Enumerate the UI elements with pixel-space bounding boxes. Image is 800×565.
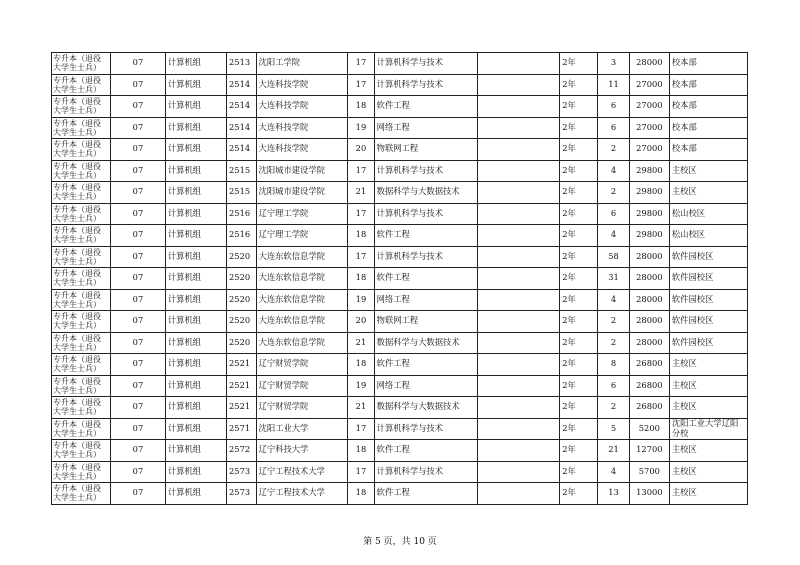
remark-cell: [477, 354, 559, 376]
campus-cell: 校本部: [669, 96, 747, 118]
duration-cell: 2年: [560, 160, 598, 182]
group-name-cell: 计算机组: [165, 418, 226, 440]
school-code-cell: 2516: [227, 203, 257, 225]
group-name-cell: 计算机组: [165, 440, 226, 462]
tuition-cell: 28000: [629, 53, 669, 75]
school-code-cell: 2515: [227, 182, 257, 204]
major-code-cell: 17: [348, 160, 374, 182]
school-name-cell: 大连东软信息学院: [256, 246, 348, 268]
school-code-cell: 2520: [227, 332, 257, 354]
school-name-cell: 辽宁财贸学院: [256, 354, 348, 376]
remark-cell: [477, 311, 559, 333]
program-type-cell: 专升本（退役大学生士兵）: [52, 268, 111, 290]
program-type-cell: 专升本（退役大学生士兵）: [52, 53, 111, 75]
group-name-cell: 计算机组: [165, 53, 226, 75]
group-name-cell: 计算机组: [165, 375, 226, 397]
school-name-cell: 大连科技学院: [256, 96, 348, 118]
school-name-cell: 辽宁理工学院: [256, 203, 348, 225]
tuition-cell: 26800: [629, 354, 669, 376]
major-code-cell: 18: [348, 440, 374, 462]
tuition-cell: 29800: [629, 182, 669, 204]
table-row: [52, 139, 748, 161]
quota-cell: 2: [598, 332, 630, 354]
remark-cell: [477, 246, 559, 268]
major-code-cell: 19: [348, 117, 374, 139]
school-code-cell: 2514: [227, 74, 257, 96]
duration-cell: 2年: [560, 74, 598, 96]
major-code-cell: 18: [348, 268, 374, 290]
remark-cell: [477, 375, 559, 397]
campus-cell: 主校区: [669, 461, 747, 483]
program-type-cell: 专升本（退役大学生士兵）: [52, 117, 111, 139]
group-name-cell: 计算机组: [165, 332, 226, 354]
major-code-cell: 21: [348, 397, 374, 419]
quota-cell: 6: [598, 96, 630, 118]
major-code-cell: 19: [348, 289, 374, 311]
group-name-cell: 计算机组: [165, 117, 226, 139]
program-type-cell: 专升本（退役大学生士兵）: [52, 418, 111, 440]
campus-cell: 软件园校区: [669, 268, 747, 290]
quota-cell: 2: [598, 139, 630, 161]
major-name-cell: 物联网工程: [374, 311, 477, 333]
remark-cell: [477, 332, 559, 354]
group-name-cell: 计算机组: [165, 483, 226, 505]
remark-cell: [477, 203, 559, 225]
school-code-cell: 2521: [227, 375, 257, 397]
tuition-cell: 29800: [629, 160, 669, 182]
tuition-cell: 28000: [629, 332, 669, 354]
program-type-cell: 专升本（退役大学生士兵）: [52, 160, 111, 182]
duration-cell: 2年: [560, 375, 598, 397]
school-code-cell: 2521: [227, 354, 257, 376]
school-code-cell: 2520: [227, 246, 257, 268]
school-name-cell: 大连东软信息学院: [256, 268, 348, 290]
remark-cell: [477, 440, 559, 462]
group-name-cell: 计算机组: [165, 397, 226, 419]
duration-cell: 2年: [560, 139, 598, 161]
group-code-cell: 07: [111, 117, 166, 139]
program-type-cell: 专升本（退役大学生士兵）: [52, 203, 111, 225]
group-name-cell: 计算机组: [165, 74, 226, 96]
quota-cell: 5: [598, 418, 630, 440]
program-type-cell: 专升本（退役大学生士兵）: [52, 461, 111, 483]
table-body: [52, 53, 748, 505]
group-code-cell: 07: [111, 440, 166, 462]
school-name-cell: 沈阳城市建设学院: [256, 182, 348, 204]
duration-cell: 2年: [560, 418, 598, 440]
school-name-cell: 大连东软信息学院: [256, 311, 348, 333]
campus-cell: 校本部: [669, 139, 747, 161]
duration-cell: 2年: [560, 203, 598, 225]
duration-cell: 2年: [560, 225, 598, 247]
school-code-cell: 2514: [227, 139, 257, 161]
school-code-cell: 2516: [227, 225, 257, 247]
table-row: [52, 182, 748, 204]
major-code-cell: 20: [348, 311, 374, 333]
major-name-cell: 网络工程: [374, 375, 477, 397]
page-number: 第 5 页，共 10 页: [363, 537, 437, 547]
quota-cell: 6: [598, 375, 630, 397]
major-name-cell: 网络工程: [374, 289, 477, 311]
group-name-cell: 计算机组: [165, 139, 226, 161]
school-code-cell: 2572: [227, 440, 257, 462]
table-row: [52, 354, 748, 376]
school-name-cell: 大连东软信息学院: [256, 332, 348, 354]
tuition-cell: 27000: [629, 74, 669, 96]
school-name-cell: 大连科技学院: [256, 139, 348, 161]
group-code-cell: 07: [111, 397, 166, 419]
quota-cell: 4: [598, 461, 630, 483]
tuition-cell: 28000: [629, 246, 669, 268]
school-name-cell: 沈阳工业大学: [256, 418, 348, 440]
campus-cell: 校本部: [669, 53, 747, 75]
quota-cell: 8: [598, 354, 630, 376]
campus-cell: 主校区: [669, 182, 747, 204]
school-code-cell: 2521: [227, 397, 257, 419]
major-name-cell: 数据科学与大数据技术: [374, 182, 477, 204]
quota-cell: 6: [598, 203, 630, 225]
table-row: [52, 53, 748, 75]
school-code-cell: 2514: [227, 117, 257, 139]
school-code-cell: 2571: [227, 418, 257, 440]
table-row: [52, 483, 748, 505]
table-row: [52, 246, 748, 268]
quota-cell: 4: [598, 225, 630, 247]
group-name-cell: 计算机组: [165, 311, 226, 333]
major-name-cell: 软件工程: [374, 225, 477, 247]
remark-cell: [477, 139, 559, 161]
tuition-cell: 26800: [629, 375, 669, 397]
table-row: [52, 160, 748, 182]
major-name-cell: 数据科学与大数据技术: [374, 332, 477, 354]
table-row: [52, 418, 748, 440]
tuition-cell: 28000: [629, 289, 669, 311]
table-row: [52, 440, 748, 462]
table-row: [52, 117, 748, 139]
remark-cell: [477, 117, 559, 139]
remark-cell: [477, 53, 559, 75]
group-code-cell: 07: [111, 268, 166, 290]
remark-cell: [477, 289, 559, 311]
enrollment-table-container: [51, 52, 748, 505]
major-name-cell: 计算机科学与技术: [374, 461, 477, 483]
remark-cell: [477, 418, 559, 440]
table-row: [52, 311, 748, 333]
group-name-cell: 计算机组: [165, 289, 226, 311]
major-name-cell: 计算机科学与技术: [374, 246, 477, 268]
program-type-cell: 专升本（退役大学生士兵）: [52, 354, 111, 376]
campus-cell: 松山校区: [669, 203, 747, 225]
quota-cell: 31: [598, 268, 630, 290]
page-footer: [0, 534, 800, 547]
duration-cell: 2年: [560, 461, 598, 483]
school-code-cell: 2520: [227, 311, 257, 333]
group-name-cell: 计算机组: [165, 268, 226, 290]
major-code-cell: 21: [348, 332, 374, 354]
group-code-cell: 07: [111, 53, 166, 75]
duration-cell: 2年: [560, 117, 598, 139]
campus-cell: 校本部: [669, 117, 747, 139]
program-type-cell: 专升本（退役大学生士兵）: [52, 74, 111, 96]
campus-cell: 软件园校区: [669, 289, 747, 311]
major-code-cell: 19: [348, 375, 374, 397]
table-row: [52, 461, 748, 483]
duration-cell: 2年: [560, 96, 598, 118]
school-name-cell: 大连东软信息学院: [256, 289, 348, 311]
school-name-cell: 辽宁财贸学院: [256, 375, 348, 397]
group-code-cell: 07: [111, 332, 166, 354]
remark-cell: [477, 182, 559, 204]
major-name-cell: 网络工程: [374, 117, 477, 139]
campus-cell: 主校区: [669, 160, 747, 182]
tuition-cell: 27000: [629, 117, 669, 139]
campus-cell: 主校区: [669, 483, 747, 505]
major-name-cell: 计算机科学与技术: [374, 74, 477, 96]
group-code-cell: 07: [111, 246, 166, 268]
table-row: [52, 397, 748, 419]
major-code-cell: 18: [348, 225, 374, 247]
major-name-cell: 计算机科学与技术: [374, 160, 477, 182]
table-row: [52, 96, 748, 118]
table-row: [52, 375, 748, 397]
group-code-cell: 07: [111, 461, 166, 483]
tuition-cell: 12700: [629, 440, 669, 462]
group-code-cell: 07: [111, 418, 166, 440]
program-type-cell: 专升本（退役大学生士兵）: [52, 397, 111, 419]
group-code-cell: 07: [111, 375, 166, 397]
tuition-cell: 28000: [629, 311, 669, 333]
major-name-cell: 软件工程: [374, 354, 477, 376]
campus-cell: 主校区: [669, 397, 747, 419]
duration-cell: 2年: [560, 354, 598, 376]
group-code-cell: 07: [111, 311, 166, 333]
campus-cell: 主校区: [669, 375, 747, 397]
group-name-cell: 计算机组: [165, 246, 226, 268]
group-name-cell: 计算机组: [165, 203, 226, 225]
duration-cell: 2年: [560, 289, 598, 311]
quota-cell: 4: [598, 289, 630, 311]
group-name-cell: 计算机组: [165, 225, 226, 247]
duration-cell: 2年: [560, 483, 598, 505]
group-name-cell: 计算机组: [165, 461, 226, 483]
tuition-cell: 29800: [629, 203, 669, 225]
group-code-cell: 07: [111, 203, 166, 225]
duration-cell: 2年: [560, 268, 598, 290]
campus-cell: 主校区: [669, 440, 747, 462]
table-row: [52, 74, 748, 96]
program-type-cell: 专升本（退役大学生士兵）: [52, 440, 111, 462]
remark-cell: [477, 397, 559, 419]
enrollment-table: [51, 52, 748, 505]
campus-cell: 松山校区: [669, 225, 747, 247]
program-type-cell: 专升本（退役大学生士兵）: [52, 332, 111, 354]
major-code-cell: 17: [348, 418, 374, 440]
major-code-cell: 17: [348, 246, 374, 268]
major-name-cell: 数据科学与大数据技术: [374, 397, 477, 419]
school-name-cell: 大连科技学院: [256, 74, 348, 96]
campus-cell: 主校区: [669, 354, 747, 376]
school-name-cell: 沈阳工学院: [256, 53, 348, 75]
program-type-cell: 专升本（退役大学生士兵）: [52, 96, 111, 118]
group-code-cell: 07: [111, 160, 166, 182]
major-name-cell: 计算机科学与技术: [374, 53, 477, 75]
duration-cell: 2年: [560, 53, 598, 75]
duration-cell: 2年: [560, 311, 598, 333]
program-type-cell: 专升本（退役大学生士兵）: [52, 246, 111, 268]
school-code-cell: 2520: [227, 289, 257, 311]
table-row: [52, 203, 748, 225]
group-code-cell: 07: [111, 289, 166, 311]
group-name-cell: 计算机组: [165, 354, 226, 376]
duration-cell: 2年: [560, 182, 598, 204]
school-name-cell: 辽宁工程技术大学: [256, 483, 348, 505]
group-code-cell: 07: [111, 74, 166, 96]
remark-cell: [477, 461, 559, 483]
major-code-cell: 21: [348, 182, 374, 204]
school-code-cell: 2520: [227, 268, 257, 290]
duration-cell: 2年: [560, 332, 598, 354]
quota-cell: 58: [598, 246, 630, 268]
remark-cell: [477, 160, 559, 182]
quota-cell: 3: [598, 53, 630, 75]
program-type-cell: 专升本（退役大学生士兵）: [52, 182, 111, 204]
quota-cell: 11: [598, 74, 630, 96]
school-code-cell: 2573: [227, 483, 257, 505]
school-name-cell: 辽宁财贸学院: [256, 397, 348, 419]
table-row: [52, 289, 748, 311]
major-name-cell: 计算机科学与技术: [374, 203, 477, 225]
tuition-cell: 27000: [629, 139, 669, 161]
major-code-cell: 18: [348, 96, 374, 118]
campus-cell: 软件园校区: [669, 311, 747, 333]
major-code-cell: 17: [348, 53, 374, 75]
major-name-cell: 软件工程: [374, 440, 477, 462]
duration-cell: 2年: [560, 397, 598, 419]
school-name-cell: 辽宁科技大学: [256, 440, 348, 462]
major-code-cell: 17: [348, 203, 374, 225]
tuition-cell: 28000: [629, 268, 669, 290]
school-name-cell: 辽宁理工学院: [256, 225, 348, 247]
group-code-cell: 07: [111, 182, 166, 204]
group-code-cell: 07: [111, 483, 166, 505]
program-type-cell: 专升本（退役大学生士兵）: [52, 375, 111, 397]
major-name-cell: 软件工程: [374, 268, 477, 290]
quota-cell: 13: [598, 483, 630, 505]
school-name-cell: 辽宁工程技术大学: [256, 461, 348, 483]
campus-cell: 校本部: [669, 74, 747, 96]
remark-cell: [477, 96, 559, 118]
group-name-cell: 计算机组: [165, 160, 226, 182]
school-code-cell: 2515: [227, 160, 257, 182]
major-code-cell: 17: [348, 74, 374, 96]
quota-cell: 21: [598, 440, 630, 462]
program-type-cell: 专升本（退役大学生士兵）: [52, 483, 111, 505]
school-name-cell: 沈阳城市建设学院: [256, 160, 348, 182]
major-name-cell: 物联网工程: [374, 139, 477, 161]
tuition-cell: 29800: [629, 225, 669, 247]
program-type-cell: 专升本（退役大学生士兵）: [52, 311, 111, 333]
table-row: [52, 268, 748, 290]
campus-cell: 软件园校区: [669, 246, 747, 268]
quota-cell: 4: [598, 160, 630, 182]
school-code-cell: 2513: [227, 53, 257, 75]
tuition-cell: 5700: [629, 461, 669, 483]
remark-cell: [477, 483, 559, 505]
group-code-cell: 07: [111, 225, 166, 247]
remark-cell: [477, 268, 559, 290]
group-code-cell: 07: [111, 139, 166, 161]
school-name-cell: 大连科技学院: [256, 117, 348, 139]
group-code-cell: 07: [111, 96, 166, 118]
tuition-cell: 13000: [629, 483, 669, 505]
quota-cell: 2: [598, 311, 630, 333]
school-code-cell: 2573: [227, 461, 257, 483]
quota-cell: 6: [598, 117, 630, 139]
group-name-cell: 计算机组: [165, 96, 226, 118]
major-name-cell: 计算机科学与技术: [374, 418, 477, 440]
quota-cell: 2: [598, 182, 630, 204]
tuition-cell: 5200: [629, 418, 669, 440]
remark-cell: [477, 74, 559, 96]
campus-cell: 软件园校区: [669, 332, 747, 354]
duration-cell: 2年: [560, 246, 598, 268]
table-row: [52, 225, 748, 247]
duration-cell: 2年: [560, 440, 598, 462]
school-code-cell: 2514: [227, 96, 257, 118]
program-type-cell: 专升本（退役大学生士兵）: [52, 225, 111, 247]
major-code-cell: 20: [348, 139, 374, 161]
major-name-cell: 软件工程: [374, 96, 477, 118]
table-row: [52, 332, 748, 354]
program-type-cell: 专升本（退役大学生士兵）: [52, 289, 111, 311]
quota-cell: 2: [598, 397, 630, 419]
major-code-cell: 18: [348, 483, 374, 505]
major-code-cell: 17: [348, 461, 374, 483]
program-type-cell: 专升本（退役大学生士兵）: [52, 139, 111, 161]
group-name-cell: 计算机组: [165, 182, 226, 204]
campus-cell: 沈阳工业大学辽阳分校: [669, 418, 747, 440]
group-code-cell: 07: [111, 354, 166, 376]
major-name-cell: 软件工程: [374, 483, 477, 505]
remark-cell: [477, 225, 559, 247]
tuition-cell: 26800: [629, 397, 669, 419]
major-code-cell: 18: [348, 354, 374, 376]
tuition-cell: 27000: [629, 96, 669, 118]
